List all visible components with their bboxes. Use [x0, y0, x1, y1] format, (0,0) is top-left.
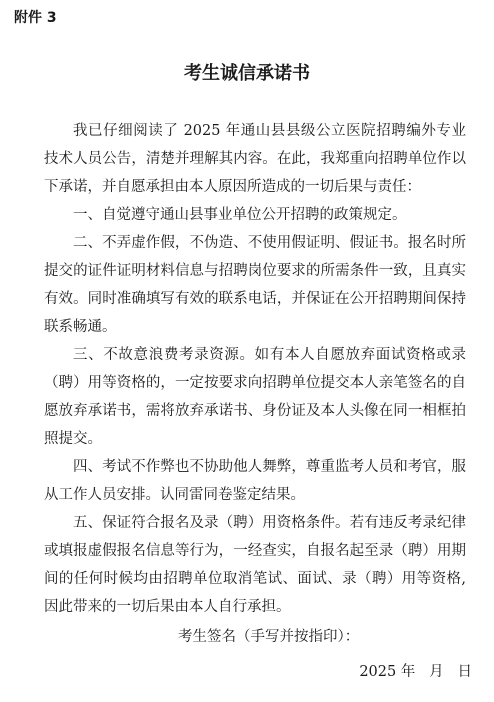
pledge-item-2: 二、不弄虚作假，不伪造、不使用假证明、假证书。报名时所提交的证件证明材料信息与招聘岗位要求的所需条件一致，且真实有效。同时准确填写有效的联系电话，并保证在公开招聘期间保持联系畅通。 — [44, 235, 466, 335]
pledge-item-5: 五、保证符合报名及录（聘）用资格条件。若有违反考录纪律或填报虚假报名信息等行为，一经查实，自报名起至录（聘）用期间的任何时候均由招聘单位取消笔试、面试、录（聘）用等资格,因此带来的一切后果由本人自行承担。 — [44, 515, 466, 615]
document-title: 考生诚信承诺书 — [184, 63, 310, 84]
pledge-item-4: 四、考试不作弊也不协助他人舞弊，尊重监考人员和考官，服从工作人员安排。认同雷同卷鉴定结果。 — [44, 459, 466, 503]
intro-paragraph: 我已仔细阅读了 2025 年通山县县级公立医院招聘编外专业技术人员公告，清楚并理解其内容。在此，我郑重向招聘单位作以下承诺，并自愿承担由本人原因所造成的一切后果与责任： — [44, 123, 466, 195]
document-body — [44, 117, 466, 621]
signature-label: 考生签名（手写并按指印）： — [178, 629, 360, 645]
attachment-label: 附件 3 — [14, 10, 57, 26]
pledge-item-1: 一、自觉遵守通山县事业单位公开招聘的政策规定。 — [73, 207, 407, 223]
date-line: 2025 年 月 日 — [359, 664, 472, 680]
pledge-item-3: 三、不故意浪费考录资源。如有本人自愿放弃面试资格或录（聘）用等资格的，一定按要求向招聘单位提交本人亲笔签名的自愿放弃承诺书，需将放弃承诺书、身份证及本人头像在同一相框拍照提交。 — [44, 347, 466, 447]
